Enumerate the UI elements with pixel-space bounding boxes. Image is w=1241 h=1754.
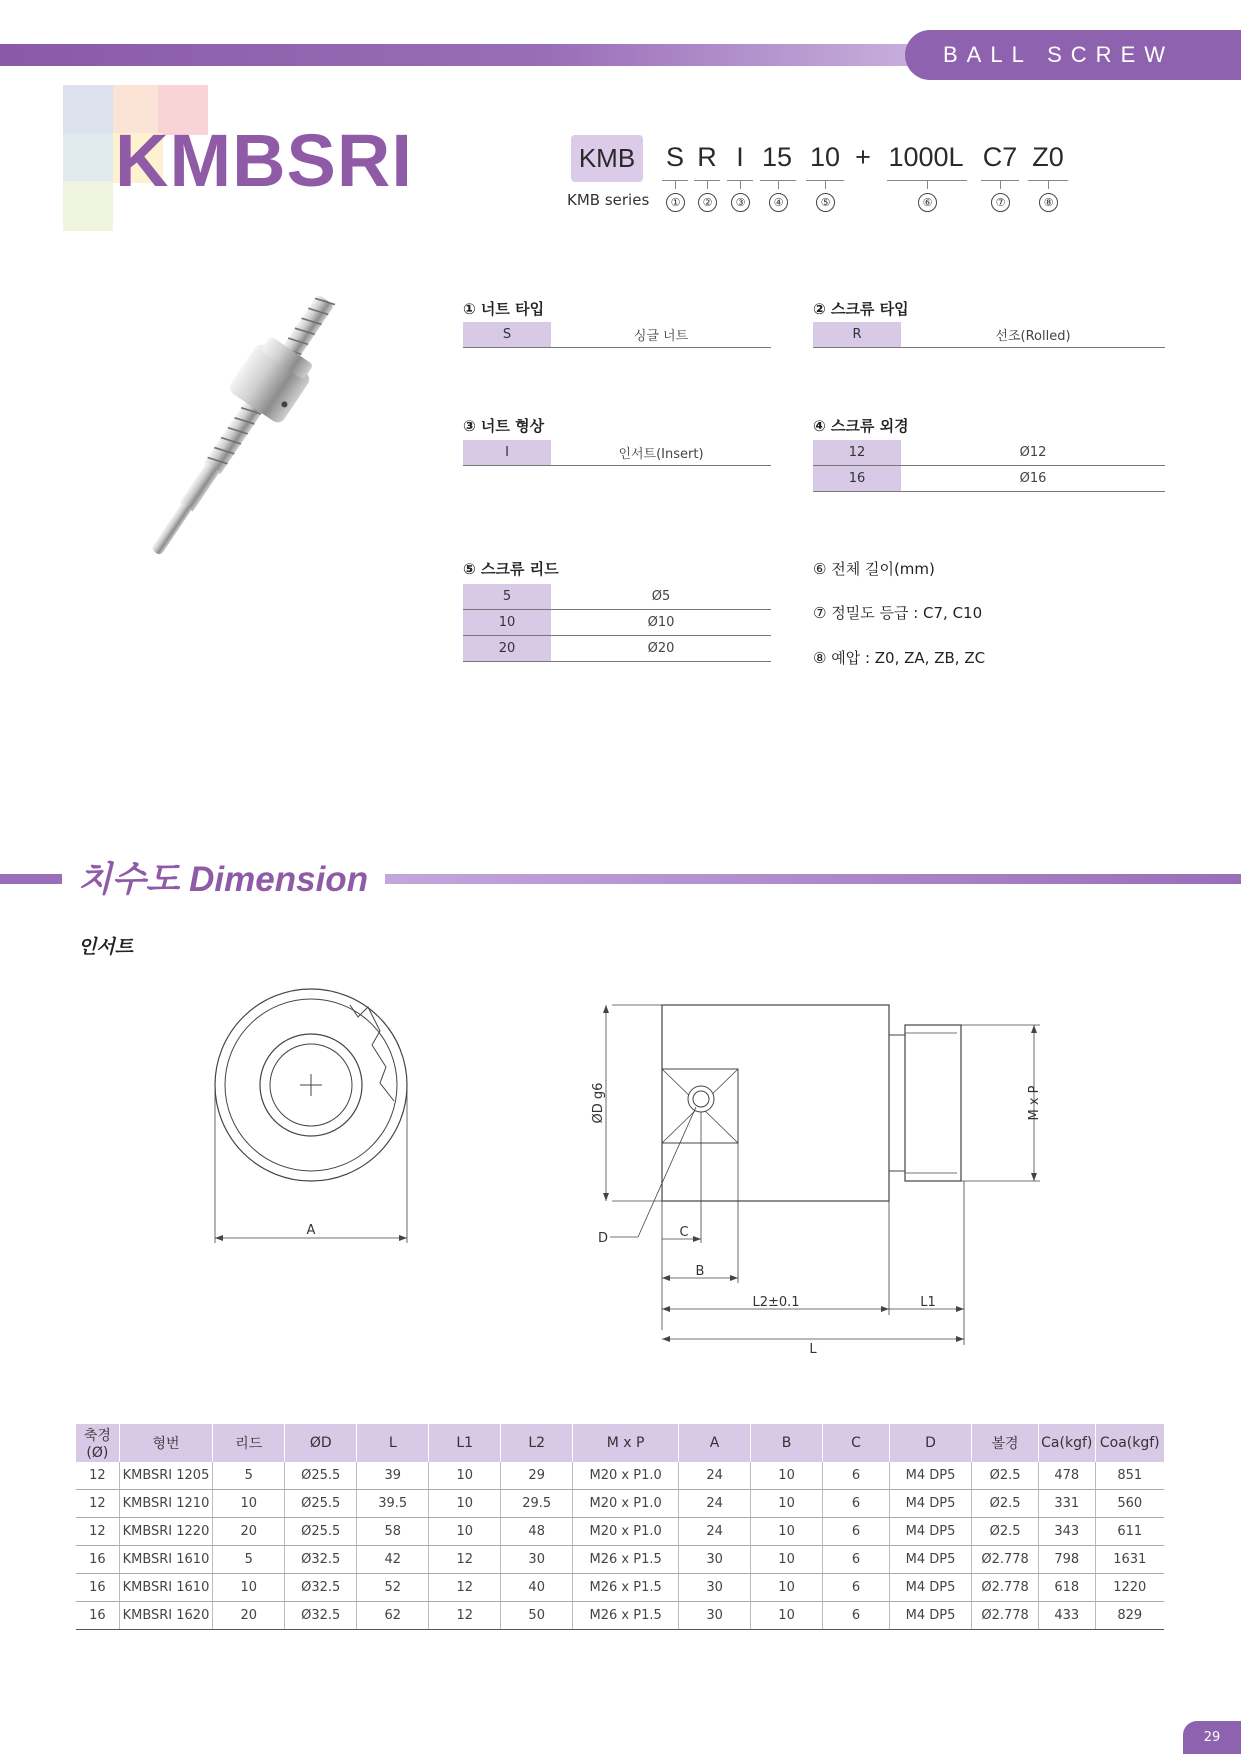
code-segment: S	[665, 142, 684, 172]
nut-type-title: ① 너트 타입	[463, 300, 545, 318]
table-cell: Ø32.5	[285, 1574, 357, 1602]
table-cell: 42	[357, 1546, 429, 1574]
option-value: 인서트(Insert)	[618, 447, 704, 462]
table-cell: M4 DP5	[889, 1546, 971, 1574]
option-value: 선조(Rolled)	[995, 329, 1071, 344]
option-key: 5	[463, 584, 551, 609]
table-cell: 39	[357, 1462, 429, 1490]
note-preload: ⑧ 예압 : Z0, ZA, ZB, ZC	[813, 649, 986, 667]
marker-7: ⑦	[991, 193, 1010, 212]
screw-od-row	[813, 466, 1165, 492]
table-cell: 30	[679, 1546, 751, 1574]
table-cell: 6	[823, 1602, 890, 1630]
deco-square	[63, 181, 113, 231]
table-cell: M20 x P1.0	[573, 1518, 679, 1546]
option-key: 20	[463, 636, 551, 661]
table-cell: 10	[429, 1518, 501, 1546]
option-value: Ø10	[647, 615, 675, 630]
col-header: A	[679, 1424, 751, 1462]
dim-label-b: B	[695, 1264, 705, 1279]
table-cell: 611	[1095, 1518, 1164, 1546]
table-cell: M26 x P1.5	[573, 1546, 679, 1574]
table-cell: 10	[751, 1462, 823, 1490]
table-cell: 40	[501, 1574, 573, 1602]
table-cell: 1631	[1095, 1546, 1164, 1574]
table-cell: 10	[429, 1462, 501, 1490]
table-cell: M4 DP5	[889, 1518, 971, 1546]
table-cell: 6	[823, 1490, 890, 1518]
table-cell: 52	[357, 1574, 429, 1602]
table-cell: 478	[1038, 1462, 1095, 1490]
table-cell: 343	[1038, 1518, 1095, 1546]
table-cell: KMBSRI 1205	[119, 1462, 213, 1490]
table-cell: M4 DP5	[889, 1574, 971, 1602]
option-key: 16	[813, 466, 901, 491]
table-cell: Ø25.5	[285, 1490, 357, 1518]
table-cell: 16	[76, 1602, 119, 1630]
table-cell: 798	[1038, 1546, 1095, 1574]
code-segment: +	[855, 142, 871, 172]
dim-label-l: L	[809, 1342, 817, 1357]
option-value: Ø5	[651, 589, 671, 604]
table-cell: 5	[213, 1546, 285, 1574]
table-cell: 5	[213, 1462, 285, 1490]
screw-lead-row	[463, 636, 771, 662]
screw-lead-title: ⑤ 스크류 리드	[463, 560, 559, 578]
dim-label-l1: L1	[920, 1295, 936, 1310]
option-key: I	[463, 440, 551, 465]
table-row	[76, 1602, 1164, 1630]
option-key: S	[463, 322, 551, 347]
table-cell: 29.5	[501, 1490, 573, 1518]
screw-od-title: ④ 스크류 외경	[813, 417, 909, 435]
code-tick	[778, 180, 779, 189]
code-prefix: KMB	[571, 135, 643, 182]
table-cell: M20 x P1.0	[573, 1462, 679, 1490]
front-view-drawing	[200, 985, 430, 1255]
note-length: ⑥ 전체 길이(mm)	[813, 560, 935, 578]
table-row	[76, 1546, 1164, 1574]
table-cell: 829	[1095, 1602, 1164, 1630]
marker-4: ④	[769, 193, 788, 212]
nut-type-row	[463, 322, 771, 348]
section-bar	[385, 874, 1241, 884]
table-cell: 24	[679, 1518, 751, 1546]
dim-label-c: C	[679, 1225, 689, 1240]
table-cell: 24	[679, 1462, 751, 1490]
code-segment: 1000L	[888, 142, 964, 172]
ball-screw-image	[60, 250, 430, 590]
col-header: D	[889, 1424, 971, 1462]
table-cell: KMBSRI 1610	[119, 1546, 213, 1574]
table-cell: 10	[751, 1518, 823, 1546]
table-cell: Ø25.5	[285, 1518, 357, 1546]
code-segment: Z0	[1032, 142, 1064, 172]
table-cell: 12	[429, 1546, 501, 1574]
table-cell: 12	[429, 1574, 501, 1602]
table-cell: 12	[76, 1490, 119, 1518]
table-row	[76, 1574, 1164, 1602]
brand-label: BALL SCREW	[905, 30, 1241, 80]
option-value: Ø20	[647, 641, 675, 656]
section-subtitle: 인서트	[78, 936, 134, 958]
screw-type-row	[813, 322, 1165, 348]
marker-3: ③	[731, 193, 750, 212]
table-cell: KMBSRI 1620	[119, 1602, 213, 1630]
page-title: KMBSRI	[115, 119, 413, 202]
dim-label-mxp: M x P	[1027, 1085, 1042, 1121]
deco-square	[63, 85, 113, 135]
table-cell: 10	[751, 1546, 823, 1574]
code-segment: 10	[809, 142, 841, 172]
table-header-row	[76, 1424, 1164, 1462]
table-cell: 30	[501, 1546, 573, 1574]
table-cell: 20	[213, 1602, 285, 1630]
dim-label-d: D	[598, 1231, 609, 1246]
table-cell: 16	[76, 1574, 119, 1602]
table-cell: 6	[823, 1462, 890, 1490]
side-view-drawing	[590, 985, 1070, 1365]
dim-label-a: A	[306, 1223, 316, 1238]
table-cell: 29	[501, 1462, 573, 1490]
table-cell: 48	[501, 1518, 573, 1546]
table-row	[76, 1462, 1164, 1490]
table-cell: 20	[213, 1518, 285, 1546]
table-cell: 851	[1095, 1462, 1164, 1490]
table-cell: 58	[357, 1518, 429, 1546]
table-cell: 618	[1038, 1574, 1095, 1602]
marker-6: ⑥	[918, 193, 937, 212]
table-cell: 1220	[1095, 1574, 1164, 1602]
table-cell: M26 x P1.5	[573, 1602, 679, 1630]
table-cell: 10	[751, 1602, 823, 1630]
spec-table	[76, 1424, 1164, 1630]
table-cell: 10	[213, 1574, 285, 1602]
table-cell: 331	[1038, 1490, 1095, 1518]
screw-od-row	[813, 440, 1165, 466]
table-cell: KMBSRI 1210	[119, 1490, 213, 1518]
col-header: L1	[429, 1424, 501, 1462]
deco-square	[63, 133, 113, 183]
table-cell: Ø2.5	[972, 1518, 1039, 1546]
table-cell: M4 DP5	[889, 1602, 971, 1630]
table-cell: Ø32.5	[285, 1602, 357, 1630]
dim-label-dia: ØD g6	[591, 1082, 606, 1124]
code-segment: C7	[982, 142, 1018, 172]
code-segment: R	[697, 142, 717, 172]
table-row	[76, 1490, 1164, 1518]
code-tick	[707, 180, 708, 189]
marker-1: ①	[666, 193, 685, 212]
table-cell: Ø32.5	[285, 1546, 357, 1574]
col-header: 형번	[119, 1424, 213, 1462]
table-cell: 433	[1038, 1602, 1095, 1630]
table-cell: KMBSRI 1220	[119, 1518, 213, 1546]
table-cell: 39.5	[357, 1490, 429, 1518]
code-segment: 15	[761, 142, 793, 172]
section-bar	[0, 874, 62, 884]
series-label: KMB series	[567, 191, 650, 209]
col-header: 리드	[213, 1424, 285, 1462]
nut-shape-row	[463, 440, 771, 466]
section-title: 치수도 Dimension	[78, 860, 369, 899]
table-cell: Ø2.778	[972, 1602, 1039, 1630]
page-number: 29	[1183, 1721, 1241, 1754]
table-cell: Ø2.778	[972, 1574, 1039, 1602]
code-tick	[1000, 180, 1001, 189]
table-cell: Ø25.5	[285, 1462, 357, 1490]
header-band	[0, 44, 910, 66]
table-cell: 560	[1095, 1490, 1164, 1518]
table-cell: M4 DP5	[889, 1462, 971, 1490]
table-cell: Ø2.5	[972, 1462, 1039, 1490]
code-tick	[825, 180, 826, 189]
code-tick	[1048, 180, 1049, 189]
col-header: ØD	[285, 1424, 357, 1462]
col-header: 볼경	[972, 1424, 1039, 1462]
table-cell: 50	[501, 1602, 573, 1630]
table-cell: 30	[679, 1602, 751, 1630]
code-segment: I	[736, 142, 744, 172]
option-key: R	[813, 322, 901, 347]
code-tick	[675, 180, 676, 189]
table-cell: KMBSRI 1610	[119, 1574, 213, 1602]
col-header: L2	[501, 1424, 573, 1462]
code-tick	[740, 180, 741, 189]
option-key: 12	[813, 440, 901, 465]
table-cell: 10	[429, 1490, 501, 1518]
table-cell: 12	[429, 1602, 501, 1630]
table-cell: 6	[823, 1518, 890, 1546]
nut-shape-title: ③ 너트 형상	[463, 417, 545, 435]
col-header: B	[751, 1424, 823, 1462]
code-tick	[927, 180, 928, 189]
col-header: Ca(kgf)	[1038, 1424, 1095, 1462]
col-header: Coa(kgf)	[1095, 1424, 1164, 1462]
note-accuracy: ⑦ 정밀도 등급 : C7, C10	[813, 604, 983, 622]
col-header: M x P	[573, 1424, 679, 1462]
option-value: Ø12	[1019, 445, 1047, 460]
table-cell: 62	[357, 1602, 429, 1630]
marker-5: ⑤	[816, 193, 835, 212]
table-cell: 10	[751, 1574, 823, 1602]
table-cell: 12	[76, 1518, 119, 1546]
marker-2: ②	[698, 193, 717, 212]
table-cell: Ø2.5	[972, 1490, 1039, 1518]
table-cell: 6	[823, 1574, 890, 1602]
table-cell: 30	[679, 1574, 751, 1602]
screw-type-title: ② 스크류 타입	[813, 300, 909, 318]
table-cell: 16	[76, 1546, 119, 1574]
table-cell: 10	[213, 1490, 285, 1518]
marker-8: ⑧	[1039, 193, 1058, 212]
option-key: 10	[463, 610, 551, 635]
table-cell: M26 x P1.5	[573, 1574, 679, 1602]
option-value: 싱글 너트	[633, 329, 689, 344]
dim-label-l2: L2±0.1	[752, 1295, 800, 1310]
table-body	[76, 1462, 1164, 1630]
screw-lead-row	[463, 584, 771, 610]
table-cell: M20 x P1.0	[573, 1490, 679, 1518]
table-cell: Ø2.778	[972, 1546, 1039, 1574]
col-header: C	[823, 1424, 890, 1462]
screw-lead-row	[463, 610, 771, 636]
table-cell: 12	[76, 1462, 119, 1490]
table-cell: 6	[823, 1546, 890, 1574]
table-cell: M4 DP5	[889, 1490, 971, 1518]
option-value: Ø16	[1019, 471, 1047, 486]
table-cell: 10	[751, 1490, 823, 1518]
col-header: 축경(Ø)	[76, 1424, 119, 1462]
col-header: L	[357, 1424, 429, 1462]
table-row	[76, 1518, 1164, 1546]
table-cell: 24	[679, 1490, 751, 1518]
